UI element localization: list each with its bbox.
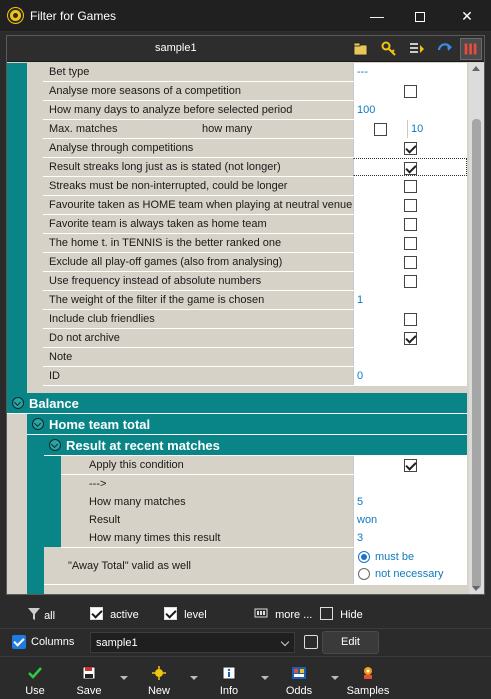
active-toggle[interactable] xyxy=(90,607,139,621)
title-bar xyxy=(0,0,491,32)
row-label: Use frequency instead of absolute numbers xyxy=(49,275,262,287)
row-include-friendlies[interactable] xyxy=(43,310,467,329)
row-label: How many matches xyxy=(89,496,186,508)
row-label: The weight of the filter if the game is chosen xyxy=(49,294,265,306)
level-toggle[interactable] xyxy=(164,607,207,621)
how-many-value[interactable]: 10 xyxy=(411,123,424,135)
new-button[interactable] xyxy=(134,661,184,699)
hide-toggle[interactable] xyxy=(320,607,363,621)
row-favourite-home-neutral[interactable] xyxy=(43,196,467,215)
bet-type-value: --- xyxy=(357,66,368,78)
group-indent-bar xyxy=(27,415,44,594)
row-label: Apply this condition xyxy=(89,459,184,471)
row-do-not-archive[interactable] xyxy=(43,329,467,348)
row-favorite-always-home[interactable] xyxy=(43,215,467,234)
more-button[interactable] xyxy=(254,607,312,621)
odds-dropdown-icon[interactable] xyxy=(331,676,339,680)
folder-icon[interactable] xyxy=(352,40,370,58)
group-balance[interactable] xyxy=(7,393,467,414)
vertical-scrollbar[interactable] xyxy=(469,63,484,594)
more-options-icon xyxy=(254,607,268,619)
row-label: The home t. in TENNIS is the better ranked one xyxy=(49,237,282,249)
value-cell xyxy=(353,82,467,100)
row-filter-weight[interactable] xyxy=(43,291,467,310)
value-cell xyxy=(353,215,467,233)
row-tennis-ranked[interactable] xyxy=(43,234,467,253)
arrow-field[interactable] xyxy=(353,475,467,493)
row-away-total[interactable] xyxy=(44,548,467,585)
analyse-through-competitions-checkbox[interactable] xyxy=(404,142,417,155)
group-indent-bar xyxy=(7,63,27,393)
info-icon xyxy=(221,665,237,681)
filter-name: sample1 xyxy=(155,42,197,54)
row-label: ---> xyxy=(89,478,107,490)
row-label: How many times this result xyxy=(89,532,221,544)
analyse-more-seasons-checkbox[interactable] xyxy=(404,85,417,98)
save-icon xyxy=(81,665,97,681)
row-label: Bet type xyxy=(49,66,90,78)
row-label: Do not archive xyxy=(49,332,120,344)
not-necessary-label: not necessary xyxy=(375,568,444,580)
info-dropdown-icon[interactable] xyxy=(261,676,269,680)
row-id[interactable] xyxy=(43,367,467,386)
row-sublabel: how many xyxy=(202,123,253,135)
value-cell xyxy=(353,158,467,176)
include-friendlies-checkbox[interactable] xyxy=(404,313,417,326)
group-title: Result at recent matches xyxy=(66,438,220,453)
row-analyse-more-seasons[interactable] xyxy=(43,82,467,101)
value-cell xyxy=(353,120,467,138)
row-label: Analyse through competitions xyxy=(49,142,194,154)
row-label: Result streaks long just as is stated (not longer) xyxy=(49,161,281,173)
row-result-streaks[interactable] xyxy=(43,158,467,177)
how-many-matches-field[interactable] xyxy=(353,493,467,511)
row-use-frequency[interactable] xyxy=(43,272,467,291)
how-many-matches-value: 5 xyxy=(357,496,364,508)
active-checkbox[interactable] xyxy=(90,607,103,620)
new-dropdown-icon[interactable] xyxy=(190,676,198,680)
columns-option-checkbox[interactable] xyxy=(304,635,318,649)
use-button[interactable] xyxy=(10,661,60,699)
key-icon[interactable] xyxy=(380,40,398,58)
do-not-archive-checkbox[interactable] xyxy=(404,332,417,345)
level-checkbox[interactable] xyxy=(164,607,177,620)
value-cell xyxy=(353,272,467,290)
max-matches-checkbox[interactable] xyxy=(374,123,387,136)
result-value: won xyxy=(357,514,378,526)
exclude-playoff-checkbox[interactable] xyxy=(404,256,417,269)
divider xyxy=(407,120,408,138)
all-label: all xyxy=(44,610,56,622)
odds-label: Odds xyxy=(285,685,313,697)
row-max-matches[interactable] xyxy=(43,120,467,139)
row-label: Note xyxy=(49,351,73,363)
row-arrow[interactable] xyxy=(61,475,467,494)
value-cell xyxy=(353,310,467,328)
info-button[interactable] xyxy=(204,661,254,699)
row-label: ID xyxy=(49,370,60,382)
odds-icon xyxy=(291,665,307,681)
samples-button[interactable] xyxy=(343,661,393,699)
collapse-icon[interactable] xyxy=(49,439,61,451)
samples-icon xyxy=(360,665,376,681)
row-analyse-through-competitions[interactable] xyxy=(43,139,467,158)
columns-select-value: sample1 xyxy=(96,637,138,649)
value-cell xyxy=(353,177,467,195)
list-filter-icon[interactable] xyxy=(408,40,426,58)
app-icon xyxy=(8,8,23,23)
minimize-button[interactable]: — xyxy=(370,8,384,24)
row-note[interactable] xyxy=(43,348,467,367)
must-be-radio[interactable] xyxy=(358,551,370,563)
level-label: level xyxy=(184,609,207,621)
columns-checkbox[interactable] xyxy=(12,635,26,649)
chevron-down-icon xyxy=(281,638,289,646)
columns-label: Columns xyxy=(31,636,75,648)
group-title: Balance xyxy=(29,396,79,411)
id-value: 0 xyxy=(357,370,364,382)
streaks-non-interrupted-checkbox[interactable] xyxy=(404,180,417,193)
maximize-button[interactable] xyxy=(399,0,441,32)
result-streaks-checkbox[interactable] xyxy=(404,162,417,175)
more-label: more ... xyxy=(275,609,313,621)
group-title: Home team total xyxy=(49,417,151,432)
row-streaks-non-interrupted[interactable] xyxy=(43,177,467,196)
id-field[interactable] xyxy=(353,367,467,385)
columns-select[interactable] xyxy=(90,632,295,653)
note-field[interactable] xyxy=(353,348,467,366)
times-result-field[interactable] xyxy=(353,529,467,547)
use-frequency-checkbox[interactable] xyxy=(404,275,417,288)
save-button[interactable] xyxy=(64,661,114,699)
new-sparkle-icon xyxy=(151,665,167,681)
columns-view-icon[interactable] xyxy=(460,38,482,60)
close-button[interactable]: ✕ xyxy=(461,8,473,24)
redo-icon[interactable] xyxy=(436,40,454,58)
row-label: Favourite taken as HOME team when playing at neutral venue xyxy=(49,199,353,211)
hide-checkbox[interactable] xyxy=(320,607,333,620)
active-label: active xyxy=(110,609,139,621)
favourite-home-neutral-checkbox[interactable] xyxy=(404,199,417,212)
value-cell xyxy=(353,139,467,157)
filter-weight-value: 1 xyxy=(357,294,364,306)
must-be-label: must be xyxy=(375,551,415,563)
collapse-icon[interactable] xyxy=(32,418,44,430)
row-label: Result xyxy=(89,514,121,526)
row-label: Exclude all play-off games (also from analysing) xyxy=(49,256,283,268)
result-field[interactable] xyxy=(353,511,467,529)
checkmark-icon xyxy=(27,665,43,681)
scroll-down-icon[interactable] xyxy=(472,586,480,591)
row-apply-condition[interactable] xyxy=(61,456,467,475)
funnel-icon xyxy=(27,607,41,621)
value-cell xyxy=(353,234,467,252)
hide-label: Hide xyxy=(340,609,363,621)
row-times-result[interactable] xyxy=(61,529,467,548)
row-label: "Away Total" valid as well xyxy=(68,560,191,572)
row-days-before[interactable] xyxy=(43,101,467,120)
row-label: Streaks must be non-interrupted, could be longer xyxy=(49,180,288,192)
row-label: Max. matches xyxy=(49,123,118,135)
value-cell xyxy=(353,196,467,214)
row-label: Favorite team is always taken as home team xyxy=(49,218,267,230)
favorite-always-home-checkbox[interactable] xyxy=(404,218,417,231)
odds-button[interactable] xyxy=(274,661,324,699)
panel-header xyxy=(7,36,484,62)
collapse-icon[interactable] xyxy=(12,397,24,409)
value-cell xyxy=(353,548,467,584)
row-how-many-matches[interactable] xyxy=(61,493,467,512)
filter-weight-field[interactable] xyxy=(353,291,467,309)
all-filter[interactable] xyxy=(27,607,55,622)
edit-button[interactable]: Edit xyxy=(322,631,379,654)
value-cell xyxy=(353,329,467,347)
row-exclude-playoff[interactable] xyxy=(43,253,467,272)
filter-panel xyxy=(6,35,485,595)
row-label: Analyse more seasons of a competition xyxy=(49,85,241,97)
days-before-value: 100 xyxy=(357,104,376,116)
scroll-up-icon[interactable] xyxy=(472,66,480,71)
info-label: Info xyxy=(219,685,239,697)
tennis-ranked-checkbox[interactable] xyxy=(404,237,417,250)
options-bar xyxy=(0,599,491,627)
not-necessary-radio[interactable] xyxy=(358,568,370,580)
value-cell xyxy=(353,253,467,271)
times-result-value: 3 xyxy=(357,532,364,544)
columns-bar xyxy=(0,628,491,655)
use-label: Use xyxy=(25,685,45,697)
samples-label: Samples xyxy=(346,685,390,697)
window-title: Filter for Games xyxy=(30,9,117,23)
row-bet-type[interactable] xyxy=(43,63,467,82)
group-home-team-total[interactable] xyxy=(27,414,467,435)
bet-type-field[interactable] xyxy=(353,63,467,81)
save-label: Save xyxy=(76,685,102,697)
row-result[interactable] xyxy=(61,511,467,530)
scroll-thumb[interactable] xyxy=(472,119,481,589)
save-dropdown-icon[interactable] xyxy=(120,676,128,680)
apply-condition-checkbox[interactable] xyxy=(404,459,417,472)
group-result-recent[interactable] xyxy=(44,435,467,456)
row-label: How many days to analyze before selected period xyxy=(49,104,293,116)
bottom-toolbar xyxy=(0,656,491,699)
new-label: New xyxy=(147,685,170,697)
row-label: Include club friendlies xyxy=(49,313,155,325)
value-cell xyxy=(353,456,467,474)
days-before-field[interactable] xyxy=(353,101,467,119)
